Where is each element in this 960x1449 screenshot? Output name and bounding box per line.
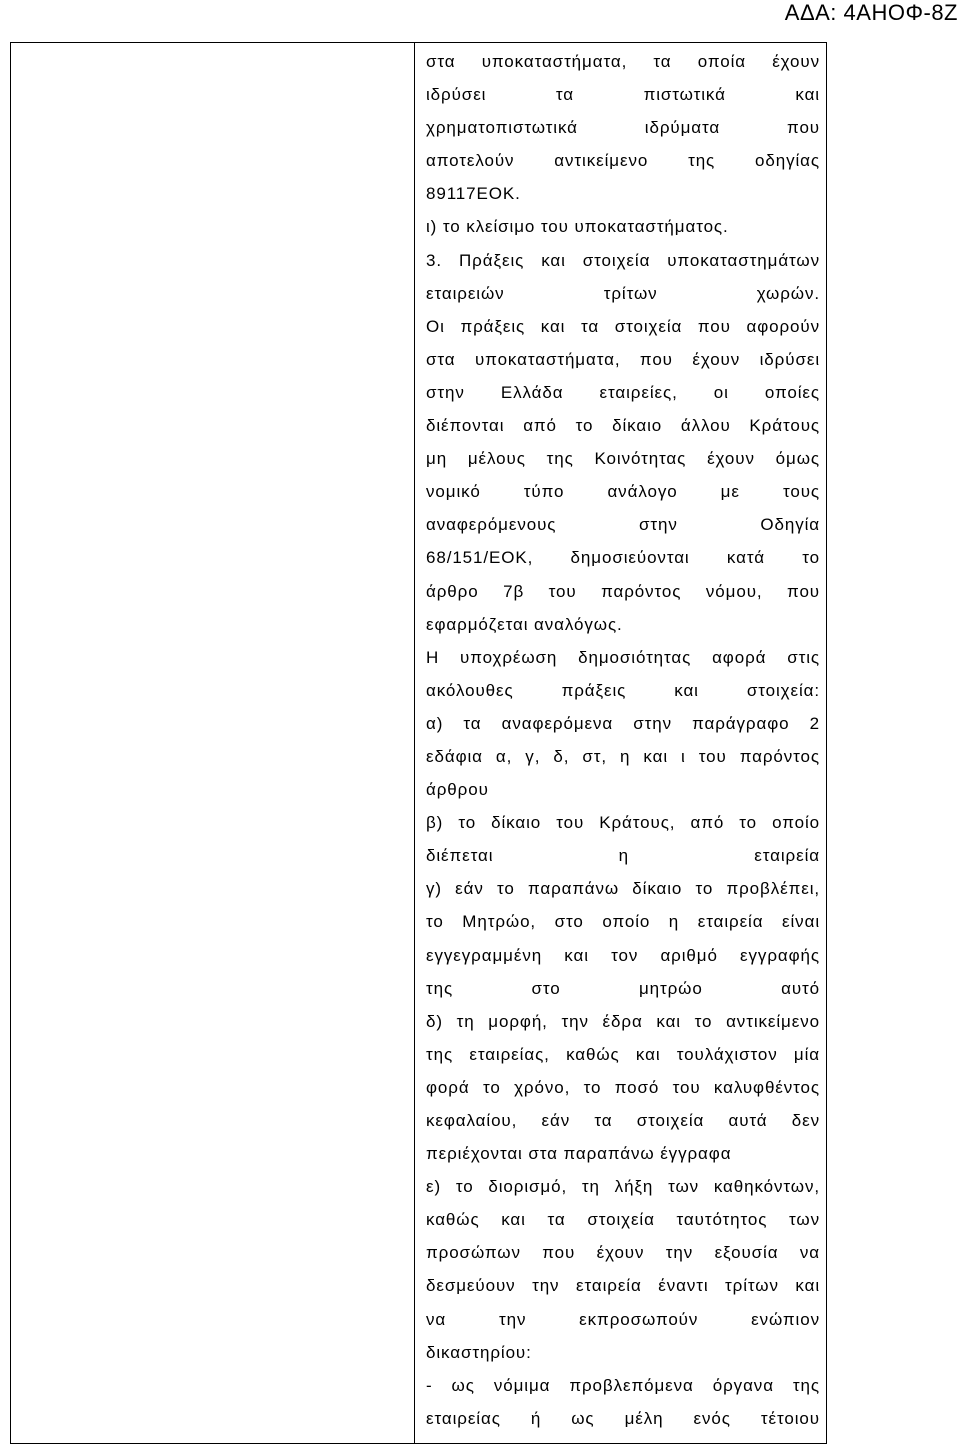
text-line: Η υποχρέωση δημοσιότητας αφορά στις <box>426 647 820 667</box>
text-line: Οι πράξεις και τα στοιχεία που αφορούν <box>426 316 820 336</box>
text-line: δεσμεύουν την εταιρεία έναντι τρίτων και <box>426 1276 820 1296</box>
text-line: εταιρειών τρίτων χωρών. <box>426 283 820 303</box>
text-line: άρθρο 7β του παρόντος νόμου, που <box>426 581 820 601</box>
text-line: αποτελούν αντικείμενο της οδηγίας <box>426 151 820 171</box>
text-line: καθώς και τα στοιχεία ταυτότητος των <box>426 1210 820 1230</box>
right-column-text <box>426 45 820 1435</box>
text-line: άρθρου <box>426 780 489 800</box>
text-line: το Μητρώο, στο οποίο η εταιρεία είναι <box>426 912 820 932</box>
text-line: - ως νόμιμα προβλεπόμενα όργανα της <box>426 1375 820 1395</box>
text-line: να την εκπροσωπούν ενώπιον <box>426 1309 820 1329</box>
text-line: διέπεται η εταιρεία <box>426 846 820 866</box>
text-line: της στο μητρώο αυτό <box>426 978 820 998</box>
text-line: εταιρείας ή ως μέλη ενός τέτοιου <box>426 1408 820 1428</box>
text-line: στα υποκαταστήματα, που έχουν ιδρύσει <box>426 349 820 369</box>
text-line: στην Ελλάδα εταιρείες, οι οποίες <box>426 382 820 402</box>
text-line: προσώπων που έχουν την εξουσία να <box>426 1243 820 1263</box>
ada-code-header: ΑΔΑ: 4ΑΗΟΦ-8Ζ <box>784 0 958 25</box>
text-line: στα υποκαταστήματα, τα οποία έχουν <box>426 52 820 71</box>
text-line: γ) εάν το παραπάνω δίκαιο το προβλέπει, <box>426 879 820 899</box>
text-line: ι) το κλείσιμο του υποκαταστήματος. <box>426 217 729 237</box>
text-line: ιδρύσει τα πιστωτικά και <box>426 85 820 105</box>
text-line: της εταιρείας, καθώς και τουλάχιστον μία <box>426 1044 820 1064</box>
text-line: διέπονται από το δίκαιο άλλου Κράτους <box>426 416 820 436</box>
text-line: δικαστηρίου: <box>426 1342 532 1362</box>
text-line: ακόλουθες πράξεις και στοιχεία: <box>426 680 820 700</box>
text-line: κεφαλαίου, εάν τα στοιχεία αυτά δεν <box>426 1111 820 1130</box>
text-line: ε) το διορισμό, τη λήξη των καθηκόντων, <box>426 1177 820 1197</box>
text-line: νομικό τύπο ανάλογο με τους <box>426 482 820 502</box>
text-line: μη μέλους της Κοινότητας έχουν όμως <box>426 449 820 469</box>
text-line: 89117ΕΟΚ. <box>426 184 521 204</box>
text-line: φορά το χρόνο, το ποσό του καλυφθέντος <box>426 1077 820 1097</box>
text-line: εδάφια α, γ, δ, στ, η και ι του παρόντος <box>426 746 820 766</box>
column-divider <box>414 42 415 1444</box>
text-line: εγγεγραμμένη και τον αριθμό εγγραφής <box>426 945 820 965</box>
text-line: αναφερόμενους στην Οδηγία <box>426 515 820 535</box>
text-line: 68/151/ΕΟΚ, δημοσιεύονται κατά το <box>426 548 820 568</box>
text-line: 3. Πράξεις και στοιχεία υποκαταστημάτων <box>426 250 820 270</box>
text-line: περιέχονται στα παραπάνω έγγραφα <box>426 1144 732 1164</box>
text-line: α) τα αναφερόμενα στην παράγραφο 2 <box>426 713 820 733</box>
text-line: δ) τη μορφή, την έδρα και το αντικείμενο <box>426 1011 820 1031</box>
text-line: εφαρμόζεται αναλόγως. <box>426 614 623 634</box>
text-line: χρηματοπιστωτικά ιδρύματα που <box>426 118 820 138</box>
text-line: β) το δίκαιο του Κράτους, από το οποίο <box>426 813 820 833</box>
